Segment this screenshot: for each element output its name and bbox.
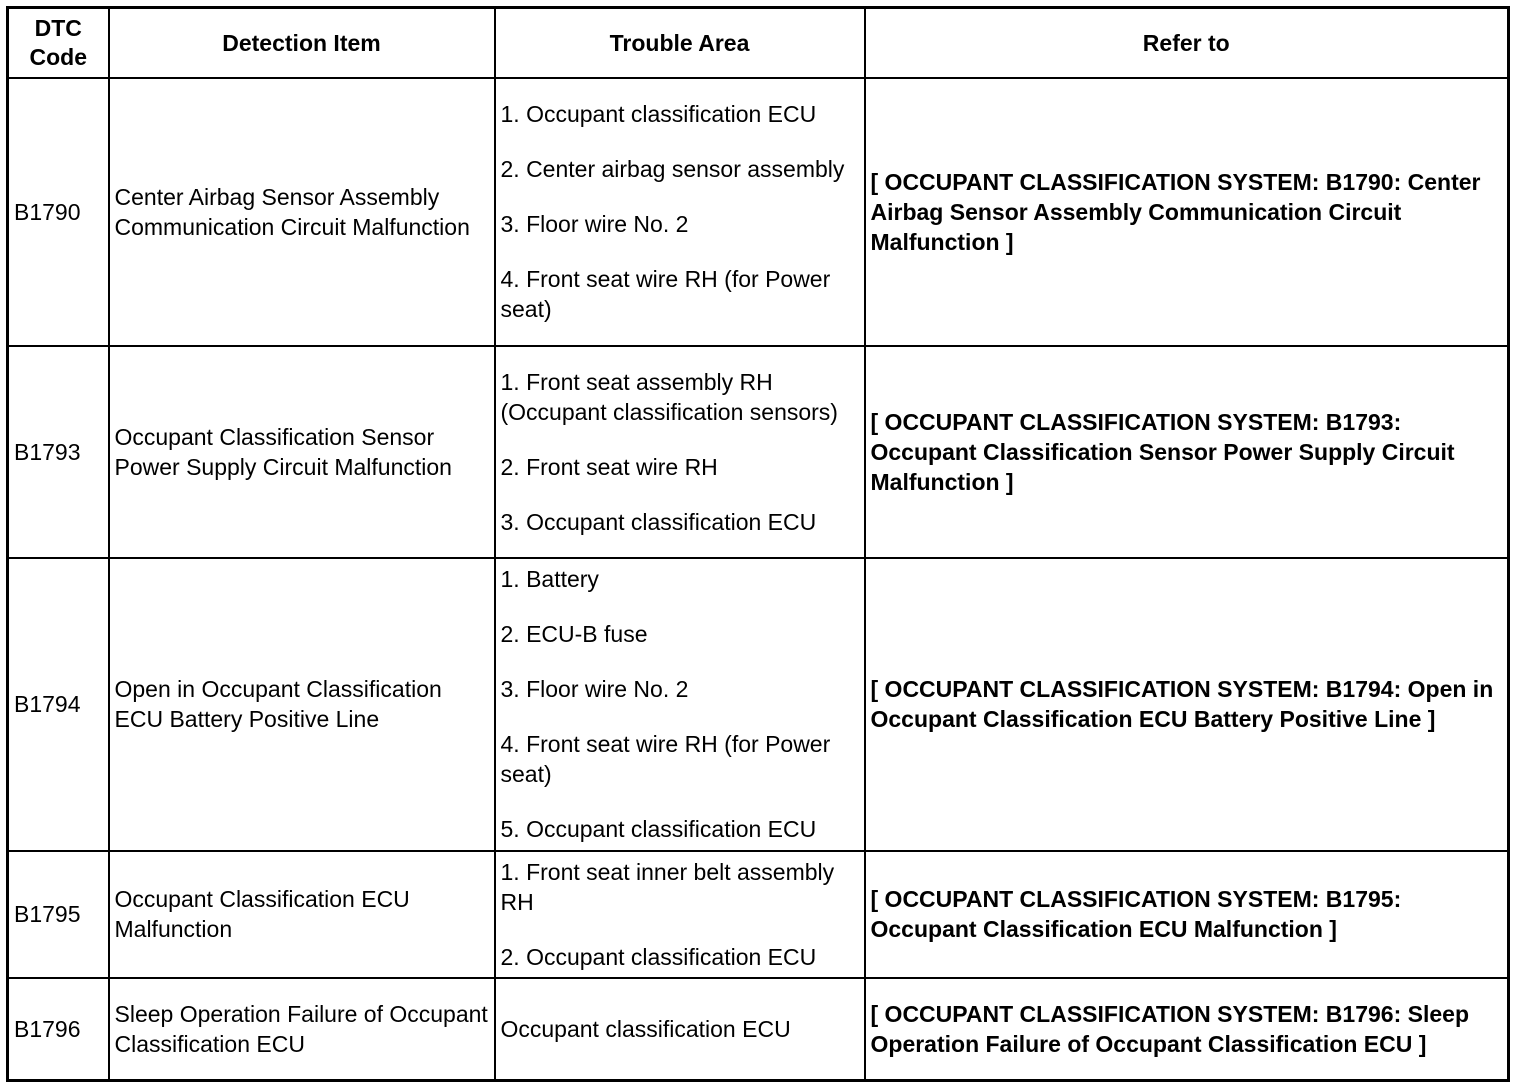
refer-to-link[interactable]: [ OCCUPANT CLASSIFICATION SYSTEM: B1796: Sleep Operation Failure of Occupant Classification ECU ]: [865, 978, 1509, 1081]
trouble-area-cell: [495, 851, 865, 978]
header-dtc-code: DTC Code: [8, 8, 109, 78]
detection-item-cell: Sleep Operation Failure of Occupant Classification ECU: [109, 978, 495, 1081]
header-row: [8, 8, 1509, 78]
refer-to-link[interactable]: [ OCCUPANT CLASSIFICATION SYSTEM: B1795: Occupant Classification ECU Malfunction ]: [865, 851, 1509, 978]
refer-to-link[interactable]: [ OCCUPANT CLASSIFICATION SYSTEM: B1794: Open in Occupant Classification ECU Battery Positive Line ]: [865, 558, 1509, 851]
trouble-area-item: 4. Front seat wire RH (for Power seat): [500, 731, 831, 787]
trouble-area-list: [501, 564, 859, 844]
trouble-area-list: [501, 99, 859, 324]
dtc-table: [6, 6, 1510, 1082]
trouble-area-item: 3. Occupant classification ECU: [500, 508, 817, 535]
table-row: [8, 978, 1509, 1081]
detection-item-cell: Open in Occupant Classification ECU Battery Positive Line: [109, 558, 495, 851]
trouble-area-item: 1. Front seat assembly RH (Occupant classification sensors): [500, 368, 838, 425]
header-refer-to: Refer to: [865, 8, 1509, 78]
dtc-code-cell: B1793: [8, 346, 109, 558]
detection-item-cell: Center Airbag Sensor Assembly Communication Circuit Malfunction: [109, 78, 495, 346]
trouble-area-item: 1. Occupant classification ECU: [500, 101, 817, 127]
dtc-code-cell: B1795: [8, 851, 109, 978]
trouble-area-item: 3. Floor wire No. 2: [500, 211, 689, 237]
table-row: [8, 346, 1509, 558]
refer-to-link[interactable]: [ OCCUPANT CLASSIFICATION SYSTEM: B1790: Center Airbag Sensor Assembly Communication Circuit Malfunction ]: [865, 78, 1509, 346]
trouble-area-item: 2. Front seat wire RH: [500, 453, 718, 480]
detection-item-cell: Occupant Classification Sensor Power Supply Circuit Malfunction: [109, 346, 495, 558]
trouble-area-cell: [495, 978, 865, 1081]
detection-item-cell: Occupant Classification ECU Malfunction: [109, 851, 495, 978]
header-trouble-area: Trouble Area: [495, 8, 865, 78]
trouble-area-cell: [495, 78, 865, 346]
trouble-area-cell: [495, 558, 865, 851]
refer-to-link[interactable]: [ OCCUPANT CLASSIFICATION SYSTEM: B1793: Occupant Classification Sensor Power Supply Circuit Malfunction ]: [865, 346, 1509, 558]
table-row: [8, 851, 1509, 978]
trouble-area-item: 5. Occupant classification ECU: [500, 816, 817, 842]
header-detection-item: Detection Item: [109, 8, 495, 78]
trouble-area-item: 2. ECU-B fuse: [500, 621, 648, 647]
trouble-area-item: Occupant classification ECU: [500, 1015, 791, 1042]
trouble-area-item: 2. Occupant classification ECU: [500, 943, 817, 970]
trouble-area-cell: [495, 346, 865, 558]
trouble-area-item: 4. Front seat wire RH (for Power seat): [500, 266, 831, 322]
trouble-area-item: 3. Floor wire No. 2: [500, 676, 689, 702]
trouble-area-item: 1. Battery: [500, 566, 599, 592]
trouble-area-list: [501, 857, 859, 972]
table-row: [8, 78, 1509, 346]
dtc-code-cell: B1796: [8, 978, 109, 1081]
dtc-code-cell: B1794: [8, 558, 109, 851]
trouble-area-item: 1. Front seat inner belt assembly RH: [500, 858, 835, 915]
trouble-area-list: [501, 367, 859, 537]
trouble-area-item: 2. Center airbag sensor assembly: [500, 156, 845, 182]
trouble-area-list: [501, 1014, 859, 1044]
table-row: [8, 558, 1509, 851]
dtc-code-cell: B1790: [8, 78, 109, 346]
